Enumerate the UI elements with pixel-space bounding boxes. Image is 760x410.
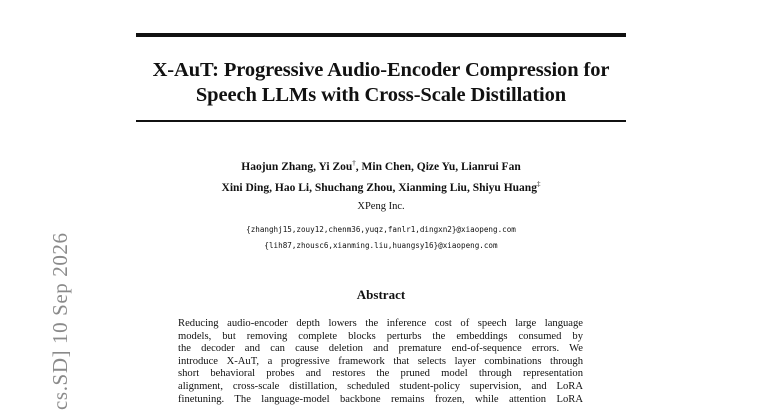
paper-title-line-1: X-AuT: Progressive Audio-Encoder Compression for [152, 59, 610, 81]
affiliation: XPeng Inc. [357, 201, 405, 212]
author-line-1 [136, 156, 626, 174]
abstract-line: models, but removing complete blocks perturbs the embeddings consumed by [178, 330, 583, 342]
abstract-body [178, 318, 583, 406]
arxiv-side-stamp: cs.SD] 10 Sep 2026 [48, 232, 72, 410]
corresponding-mark: † [352, 159, 356, 167]
title-bottom-rule [136, 120, 626, 122]
author-names-1: Haojun Zhang, Yi Zou [241, 161, 353, 173]
abstract-line: short behavioral probes and restores the pruned model through representation [178, 368, 583, 380]
paper-title-line-2: Speech LLMs with Cross-Scale Distillation [195, 84, 567, 106]
lead-mark: ‡ [536, 180, 541, 188]
abstract-line: alignment, cross-scale distillation, scheduled student-policy supervision, and LoRA [178, 380, 583, 392]
email-line-1: {zhanghj15,zouy12,chenm36,yuqz,fanlr1,dingxn2}@xiaopeng.com [246, 225, 516, 234]
author-names-1b: , Min Chen, Qize Yu, Lianrui Fan [355, 161, 521, 173]
abstract-line: Reducing audio-encoder depth lowers the inference cost of speech large language [178, 318, 583, 329]
email-line-2: {lih87,zhousc6,xianming.liu,huangsy16}@xiaopeng.com [264, 241, 498, 250]
abstract-line: the decoder and can cause deletion and premature end-of-sequence errors. We [178, 343, 583, 355]
abstract-line: introduce X-AuT, a progressive framework that selects layer combinations through [178, 355, 583, 367]
abstract-line: finetuning. The language-model backbone remains frozen, while attention LoRA [178, 393, 583, 405]
title-top-rule [136, 33, 626, 37]
author-line-2 [136, 177, 626, 195]
author-names-2: Xini Ding, Hao Li, Shuchang Zhou, Xianming Liu, Shiyu Huang [221, 182, 537, 194]
abstract-heading: Abstract [356, 287, 406, 302]
